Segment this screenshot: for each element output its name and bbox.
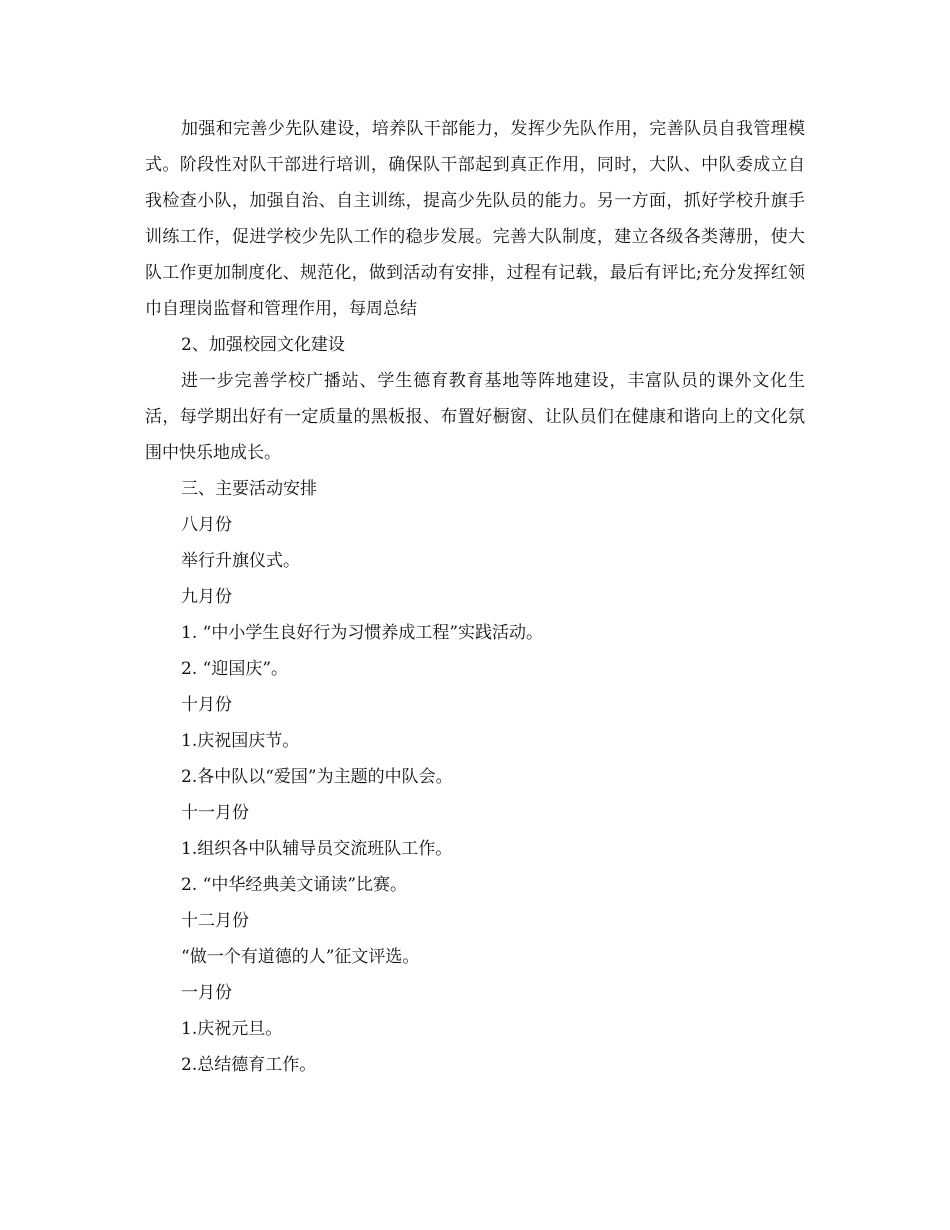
activity-item: 举行升旗仪式。 [181,551,300,571]
activity-item: 2. “中华经典美文诵读”比赛。 [181,875,408,895]
month-heading-august: 八月份 [181,515,232,535]
heading-campus-culture: 2、加强校园文化建设 [181,335,345,355]
month-heading-september: 九月份 [181,587,232,607]
month-heading-january: 一月份 [181,983,232,1003]
paragraph-campus-culture: 进一步完善学校广播站、学生德育教育基地等阵地建设，丰富队员的课外文化生活，每学期出好有一定质量的黑板报、布置好橱窗、让队员们在健康和谐向上的文化氛围中快乐地成长。 [145,371,805,463]
paragraph-team-building: 加强和完善少先队建设，培养队干部能力，发挥少先队作用，完善队员自我管理模式。阶段性对队干部进行培训，确保队干部起到真正作用，同时，大队、中队委成立自我检查小队，加强自治、自主训练，提高少先队员的能力。另一方面，抓好学校升旗手训练工作，促进学校少先队工作的稳步发展。完善大队制度，建立各级各类薄册，使大队工作更加制度化、规范化，做到活动有安排，过程有记载，最后有评比;充分发挥红领巾自理岗监督和管理作用，每周总结 [145,119,805,319]
month-heading-december: 十二月份 [181,911,249,931]
activity-item: 2. “迎国庆”。 [181,659,289,679]
activity-item: 1.庆祝国庆节。 [181,731,300,751]
activity-item: 1.组织各中队辅导员交流班队工作。 [181,839,453,859]
activity-item: 2.总结德育工作。 [181,1055,317,1075]
document-body [145,111,805,1083]
activity-item: 1. “中小学生良好行为习惯养成工程”实践活动。 [181,623,544,643]
heading-main-activities: 三、主要活动安排 [181,479,317,499]
activity-item: 2.各中队以“爱国”为主题的中队会。 [181,767,453,787]
month-heading-october: 十月份 [181,695,232,715]
month-heading-november: 十一月份 [181,803,249,823]
activity-item: 1.庆祝元旦。 [181,1019,283,1039]
activity-item: “做一个有道德的人”征文评选。 [181,947,420,967]
